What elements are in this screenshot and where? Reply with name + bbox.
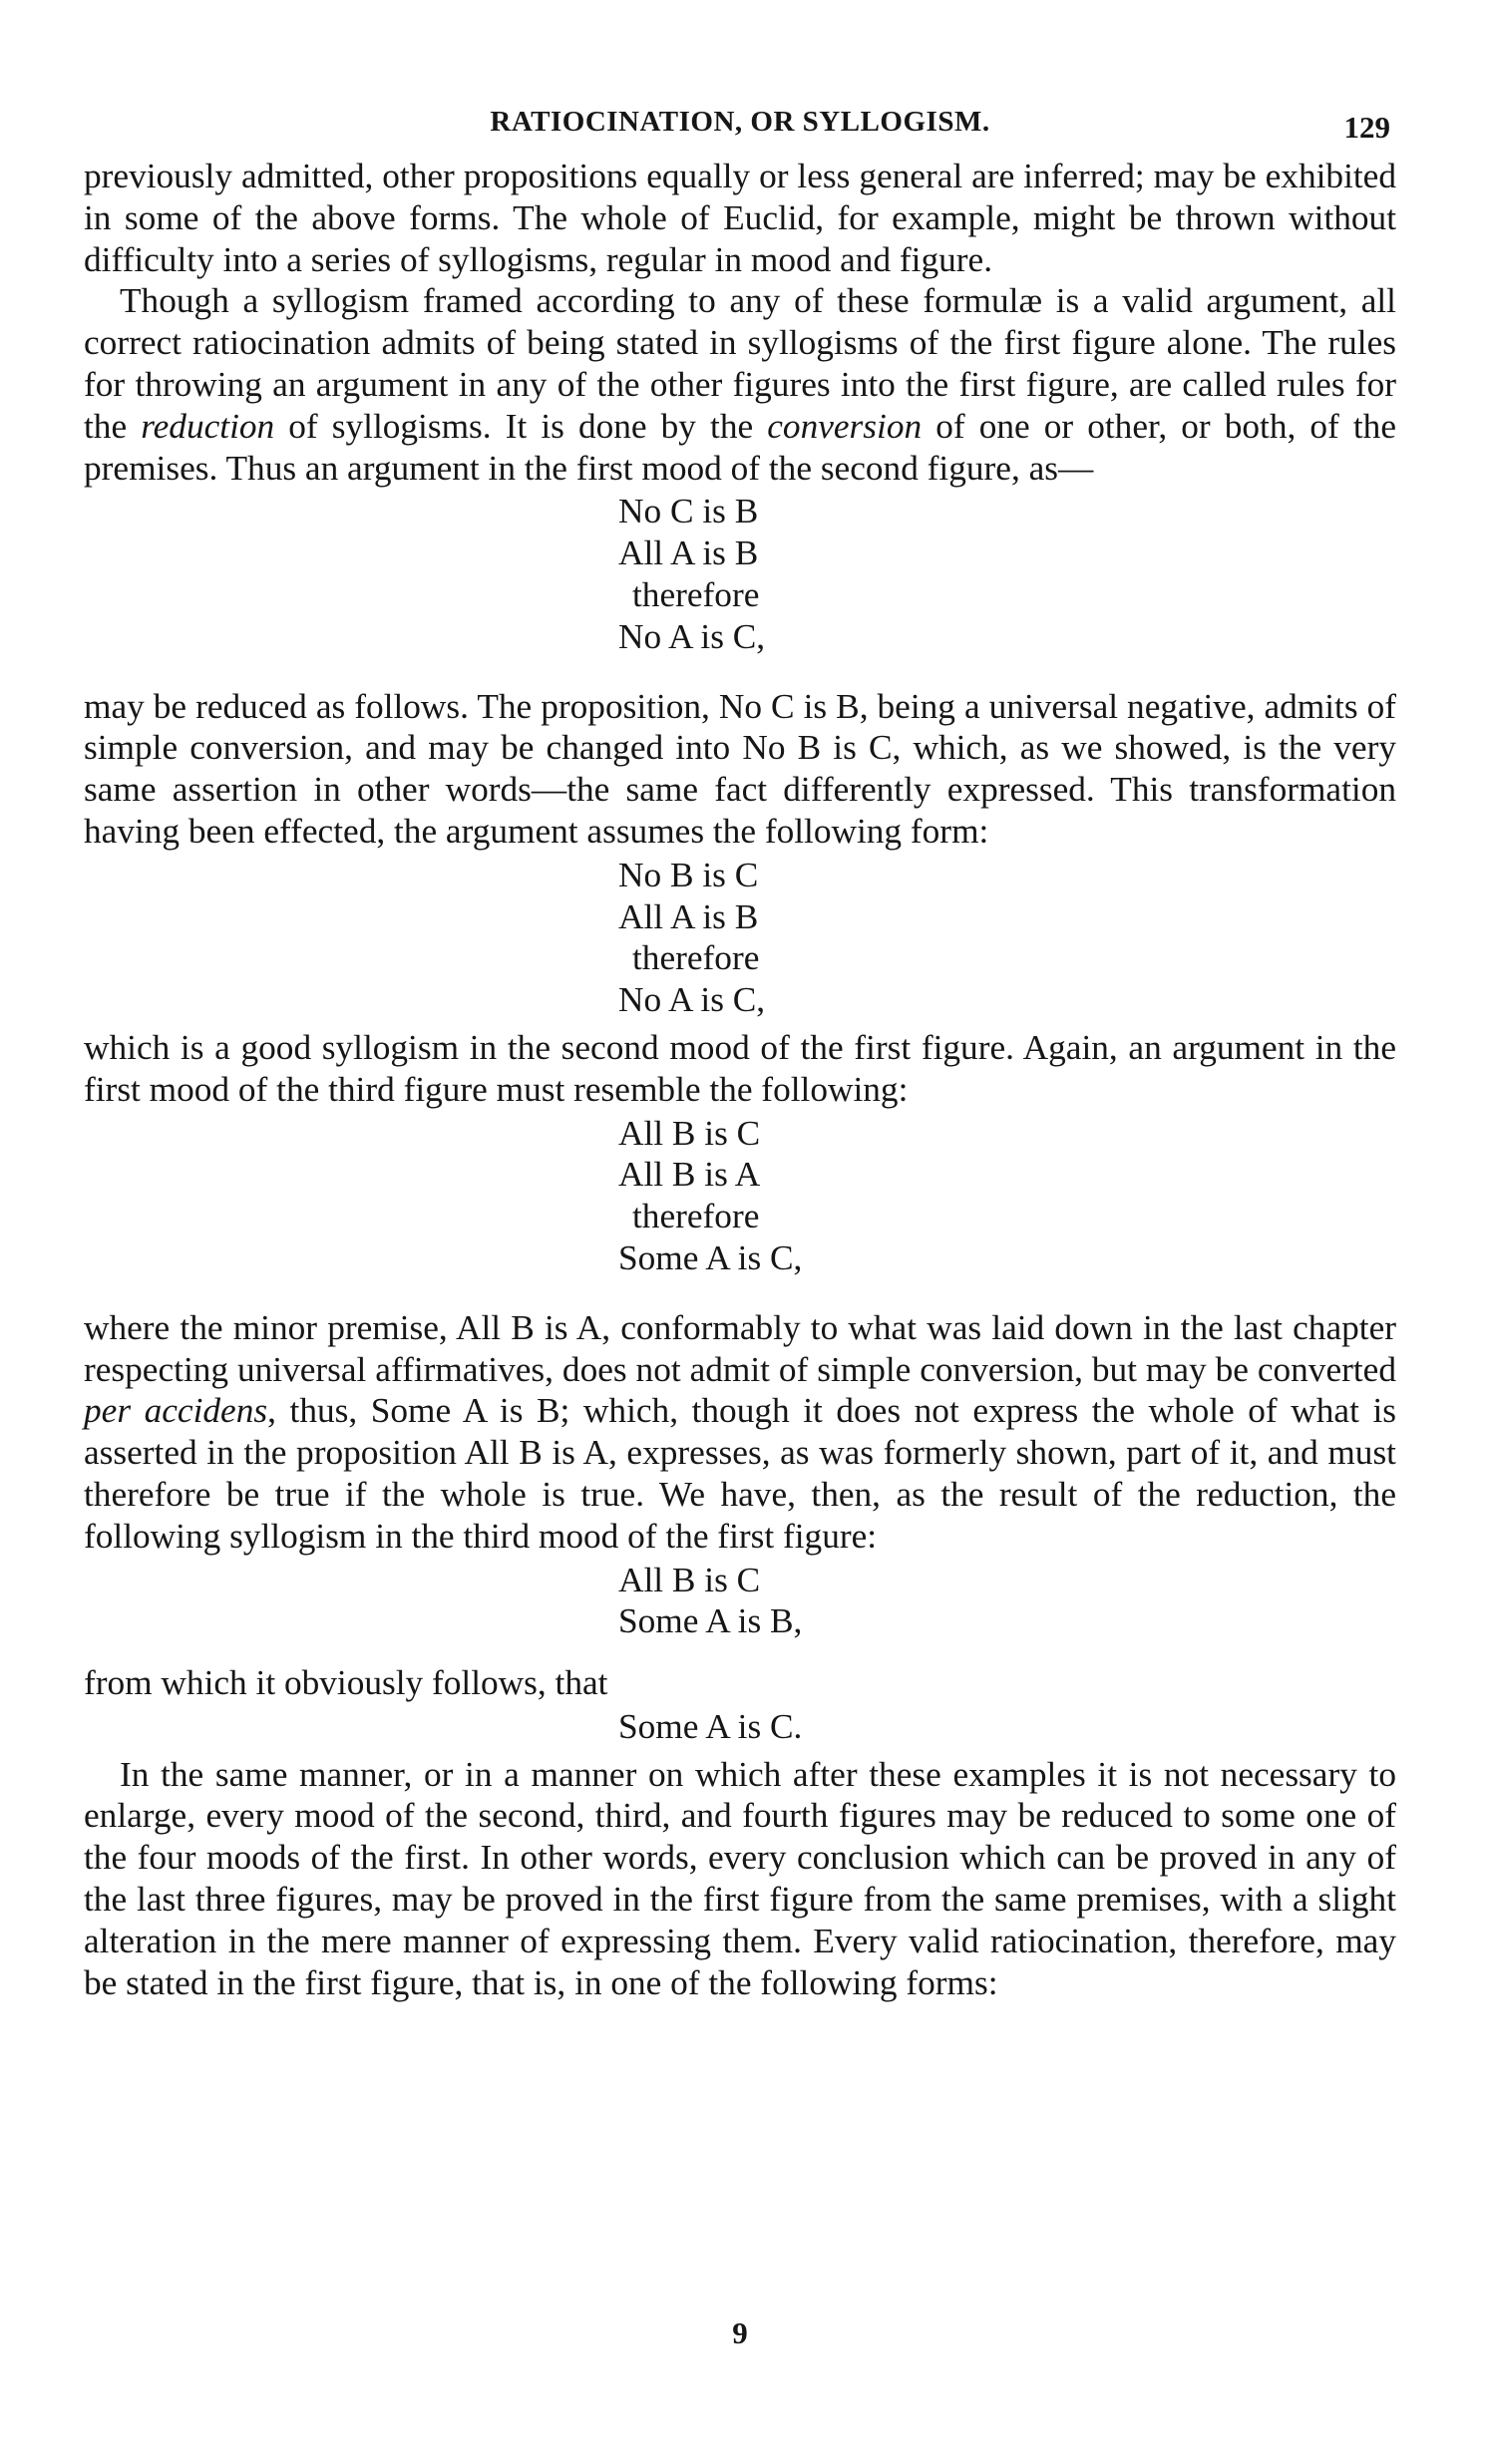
emphasis-conversion: conversion: [767, 406, 923, 446]
syllogism-line: therefore: [632, 938, 760, 978]
paragraph-1: previously admitted, other propositions equally or less general are inferred; may be exhibited in some of the above forms. The whole of Euclid, for example, might be thrown without difficulty into a series of syllogisms, regular in mood and figure.: [84, 157, 1396, 279]
paragraph-6: from which it obviously follows, that: [84, 1663, 608, 1703]
syllogism-1: [84, 491, 1396, 657]
paragraph-2-text-a: Though a syllogism framed according to any of these formulæ is a valid argument, all correct ratiocination admits of being stated in syllogisms of the first figure alone. The rules for throwing an argument in any of the other figures into the first figure, are called rules for the: [84, 281, 1396, 446]
syllogism-line: All A is B: [618, 533, 759, 573]
paragraph-7: In the same manner, or in a manner on which after these examples it is not necessary to enlarge, every mood of the second, third, and fourth figures may be reduced to some one of the four moods of the first. In other words, every conclusion which can be proved in any of the last three figures, may be proved in the first figure from the same premises, with a slight alteration in the mere manner of expressing them. Every valid ratiocination, therefore, may be stated in the first figure, that is, in one of the following forms:: [84, 1754, 1396, 2002]
paragraph-5: [84, 1307, 1396, 1558]
paragraph-5-text-b: , thus, Some A is B; which, though it does not express the whole of what is asserted in the proposition All B is A, expresses, as was formerly shown, part of it, and must therefore be true if the whole is true. We have, then, as the result of the reduction, the following syllogism in the third mood of the first figure:: [84, 1391, 1396, 1556]
running-head: [84, 96, 1396, 156]
paragraph-3: may be reduced as follows. The proposition, No C is B, being a universal negative, admits of simple conversion, and may be changed into No B is C, which, as we showed, is the very same assertion in other words—the same fact differently expressed. This transformation having been effected, the argument assumes the following form:: [84, 686, 1396, 851]
syllogism-line: therefore: [632, 1197, 760, 1236]
syllogism-line: No C is B: [618, 492, 759, 531]
paragraph-5-text-a: where the minor premise, All B is A, conformably to what was laid down in the last chapter respecting universal affirmatives, does not admit of simple conversion, but may be converted: [84, 1307, 1396, 1389]
page-number: 129: [1343, 110, 1390, 145]
book-page: [84, 96, 1396, 2350]
syllogism-4: [84, 1560, 1396, 1643]
syllogism-line: No A is C,: [618, 616, 766, 656]
syllogism-3: [84, 1113, 1396, 1279]
syllogism-line: All B is A: [618, 1155, 761, 1195]
syllogism-line: All A is B: [618, 896, 759, 936]
syllogism-line: Some A is C,: [618, 1237, 803, 1277]
syllogism-line: therefore: [632, 574, 760, 614]
paragraph-2-text-c: of one or other, or both, of the premises. Thus an argument in the first mood of the second figure, as—: [84, 406, 1396, 488]
emphasis-per-accidens: per accidens: [84, 1391, 268, 1431]
syllogism-line: No B is C: [618, 855, 759, 894]
syllogism-5: [84, 1706, 1396, 1748]
syllogism-line: All B is C: [618, 1560, 761, 1599]
paragraph-2-text-b: of syllogisms. It is done by the: [274, 406, 768, 446]
paragraph-2: [84, 280, 1396, 489]
emphasis-reduction: reduction: [141, 406, 275, 446]
syllogism-2: [84, 855, 1396, 1021]
signature-mark: 9: [732, 2315, 748, 2350]
syllogism-line: Some A is B,: [618, 1601, 803, 1641]
paragraph-4: which is a good syllogism in the second mood of the first figure. Again, an argument in the first mood of the third figure must resemble the following:: [84, 1027, 1396, 1109]
syllogism-line: Some A is C.: [618, 1706, 803, 1746]
running-head-title: RATIOCINATION, OR SYLLOGISM.: [490, 106, 990, 138]
syllogism-line: All B is C: [618, 1113, 761, 1153]
syllogism-line: No A is C,: [618, 980, 766, 1020]
